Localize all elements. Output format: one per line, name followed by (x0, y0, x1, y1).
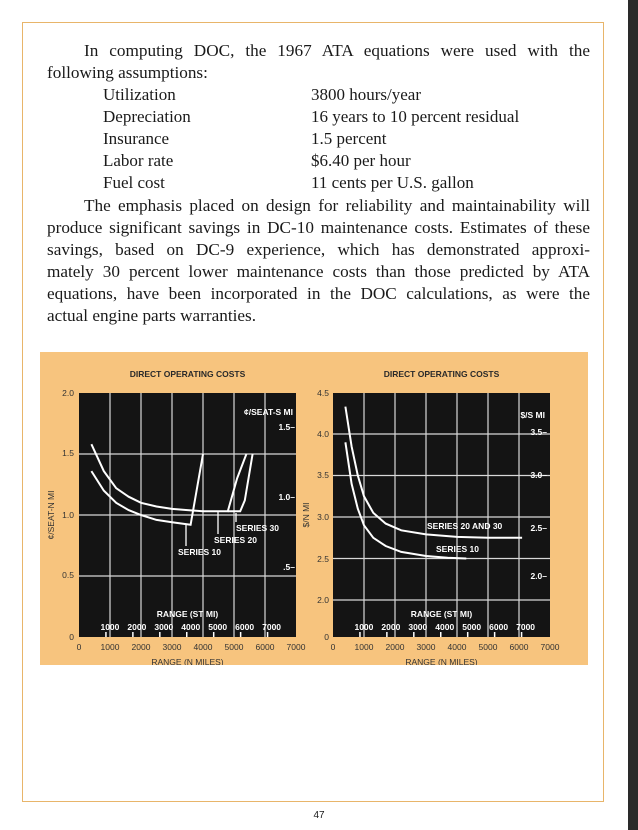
paragraph2-line: produce significant savings in DC-10 maintenance costs. Estimates of these (47, 218, 590, 237)
secondary-x-axis-label: RANGE (ST MI) (156, 609, 219, 619)
x-tick-label: 5000 (478, 642, 498, 652)
y-tick-label: 4.0 (317, 429, 329, 439)
chart-title: DIRECT OPERATING COSTS (129, 369, 246, 379)
x-tick-label: 1000 (354, 642, 374, 652)
paragraph2-line: actual engine parts warranties. (47, 306, 257, 325)
y-axis-label: $/N MI (301, 502, 311, 528)
secondary-x-tick-label: 7000 (262, 622, 282, 632)
assumption-value: 3800 hours/year (311, 85, 422, 104)
x-axis-label: RANGE (N MILES) (151, 657, 224, 665)
x-tick-label: 1000 (100, 642, 120, 652)
secondary-y-axis-label: $/S MI (520, 410, 545, 420)
assumption-value: 16 years to 10 percent residual (311, 107, 520, 126)
secondary-x-tick-label: 6000 (235, 622, 255, 632)
secondary-x-tick-label: 3000 (154, 622, 174, 632)
secondary-x-axis-label: RANGE (ST MI) (410, 609, 473, 619)
paragraph2-line: savings, based on DC-9 experience, which has demonstrated approxi- (47, 240, 590, 259)
y-tick-label: 0 (69, 632, 74, 642)
x-tick-label: 6000 (255, 642, 275, 652)
y-tick-label: 0 (324, 632, 329, 642)
y-tick-label: 3.0 (317, 512, 329, 522)
x-tick-label: 4000 (193, 642, 213, 652)
assumption-value: 1.5 percent (311, 129, 387, 148)
paragraph2-line: equations, have been incorporated in the DOC calculations, as were the (47, 284, 590, 303)
scan-edge (628, 0, 638, 830)
x-tick-label: 0 (330, 642, 336, 652)
assumption-value: $6.40 per hour (311, 151, 411, 170)
x-tick-label: 4000 (447, 642, 467, 652)
y-tick-label: 2.5 (317, 554, 329, 564)
assumption-label: Insurance (103, 129, 170, 148)
y-tick-label: 3.5 (317, 470, 329, 480)
x-tick-label: 5000 (224, 642, 244, 652)
secondary-x-tick-label: 5000 (462, 622, 482, 632)
series-label: SERIES 10 (178, 547, 221, 557)
x-tick-label: 7000 (286, 642, 306, 652)
page-number: 47 (313, 810, 325, 821)
assumption-label: Depreciation (103, 107, 191, 126)
secondary-x-tick-label: 4000 (181, 622, 201, 632)
x-tick-label: 6000 (509, 642, 529, 652)
paragraph2-line: The emphasis placed on design for reliability and maintainability will (84, 196, 590, 215)
assumption-label: Labor rate (103, 151, 174, 170)
secondary-y-tick-label: 3.0– (530, 470, 547, 480)
series-label: SERIES 20 AND 30 (427, 521, 503, 531)
x-tick-label: 3000 (416, 642, 436, 652)
y-tick-label: 1.0 (62, 510, 74, 520)
secondary-y-tick-label: 1.0– (278, 492, 295, 502)
secondary-y-tick-label: 3.5– (530, 427, 547, 437)
secondary-x-tick-label: 2000 (381, 622, 401, 632)
chart-panel (40, 352, 588, 665)
y-tick-label: 4.5 (317, 388, 329, 398)
paragraph2-line: mately 30 percent lower maintenance costs than those predicted by ATA (47, 262, 590, 281)
paragraph1-line2: following assumptions: (47, 63, 208, 82)
secondary-y-tick-label: 2.0– (530, 571, 547, 581)
series-label: SERIES 30 (236, 523, 279, 533)
secondary-y-tick-label: 2.5– (530, 523, 547, 533)
x-tick-label: 2000 (385, 642, 405, 652)
secondary-x-tick-label: 6000 (489, 622, 509, 632)
x-tick-label: 3000 (162, 642, 182, 652)
secondary-x-tick-label: 1000 (354, 622, 374, 632)
y-tick-label: 1.5 (62, 448, 74, 458)
secondary-x-tick-label: 3000 (408, 622, 428, 632)
chart-title: DIRECT OPERATING COSTS (383, 369, 500, 379)
charts-svg (40, 352, 588, 665)
secondary-x-tick-label: 5000 (208, 622, 228, 632)
secondary-y-tick-label: 1.5– (278, 422, 295, 432)
secondary-x-tick-label: 2000 (127, 622, 147, 632)
x-axis-label: RANGE (N MILES) (405, 657, 478, 665)
x-tick-label: 2000 (131, 642, 151, 652)
secondary-y-tick-label: .5– (283, 562, 295, 572)
x-tick-label: 7000 (540, 642, 560, 652)
y-tick-label: 2.0 (62, 388, 74, 398)
paragraph1-line1: In computing DOC, the 1967 ATA equations were used with the (84, 41, 590, 60)
series-label: SERIES 10 (436, 544, 479, 554)
series-label: SERIES 20 (214, 535, 257, 545)
y-axis-label: ¢/SEAT-N MI (46, 490, 56, 540)
assumption-value: 11 cents per U.S. gallon (311, 173, 474, 192)
assumption-label: Utilization (103, 85, 176, 104)
y-tick-label: 0.5 (62, 570, 74, 580)
x-tick-label: 0 (76, 642, 82, 652)
secondary-x-tick-label: 1000 (100, 622, 120, 632)
secondary-y-axis-label: ¢/SEAT-S MI (244, 407, 293, 417)
secondary-x-tick-label: 7000 (516, 622, 536, 632)
y-tick-label: 2.0 (317, 595, 329, 605)
secondary-x-tick-label: 4000 (435, 622, 455, 632)
assumption-label: Fuel cost (103, 173, 165, 192)
